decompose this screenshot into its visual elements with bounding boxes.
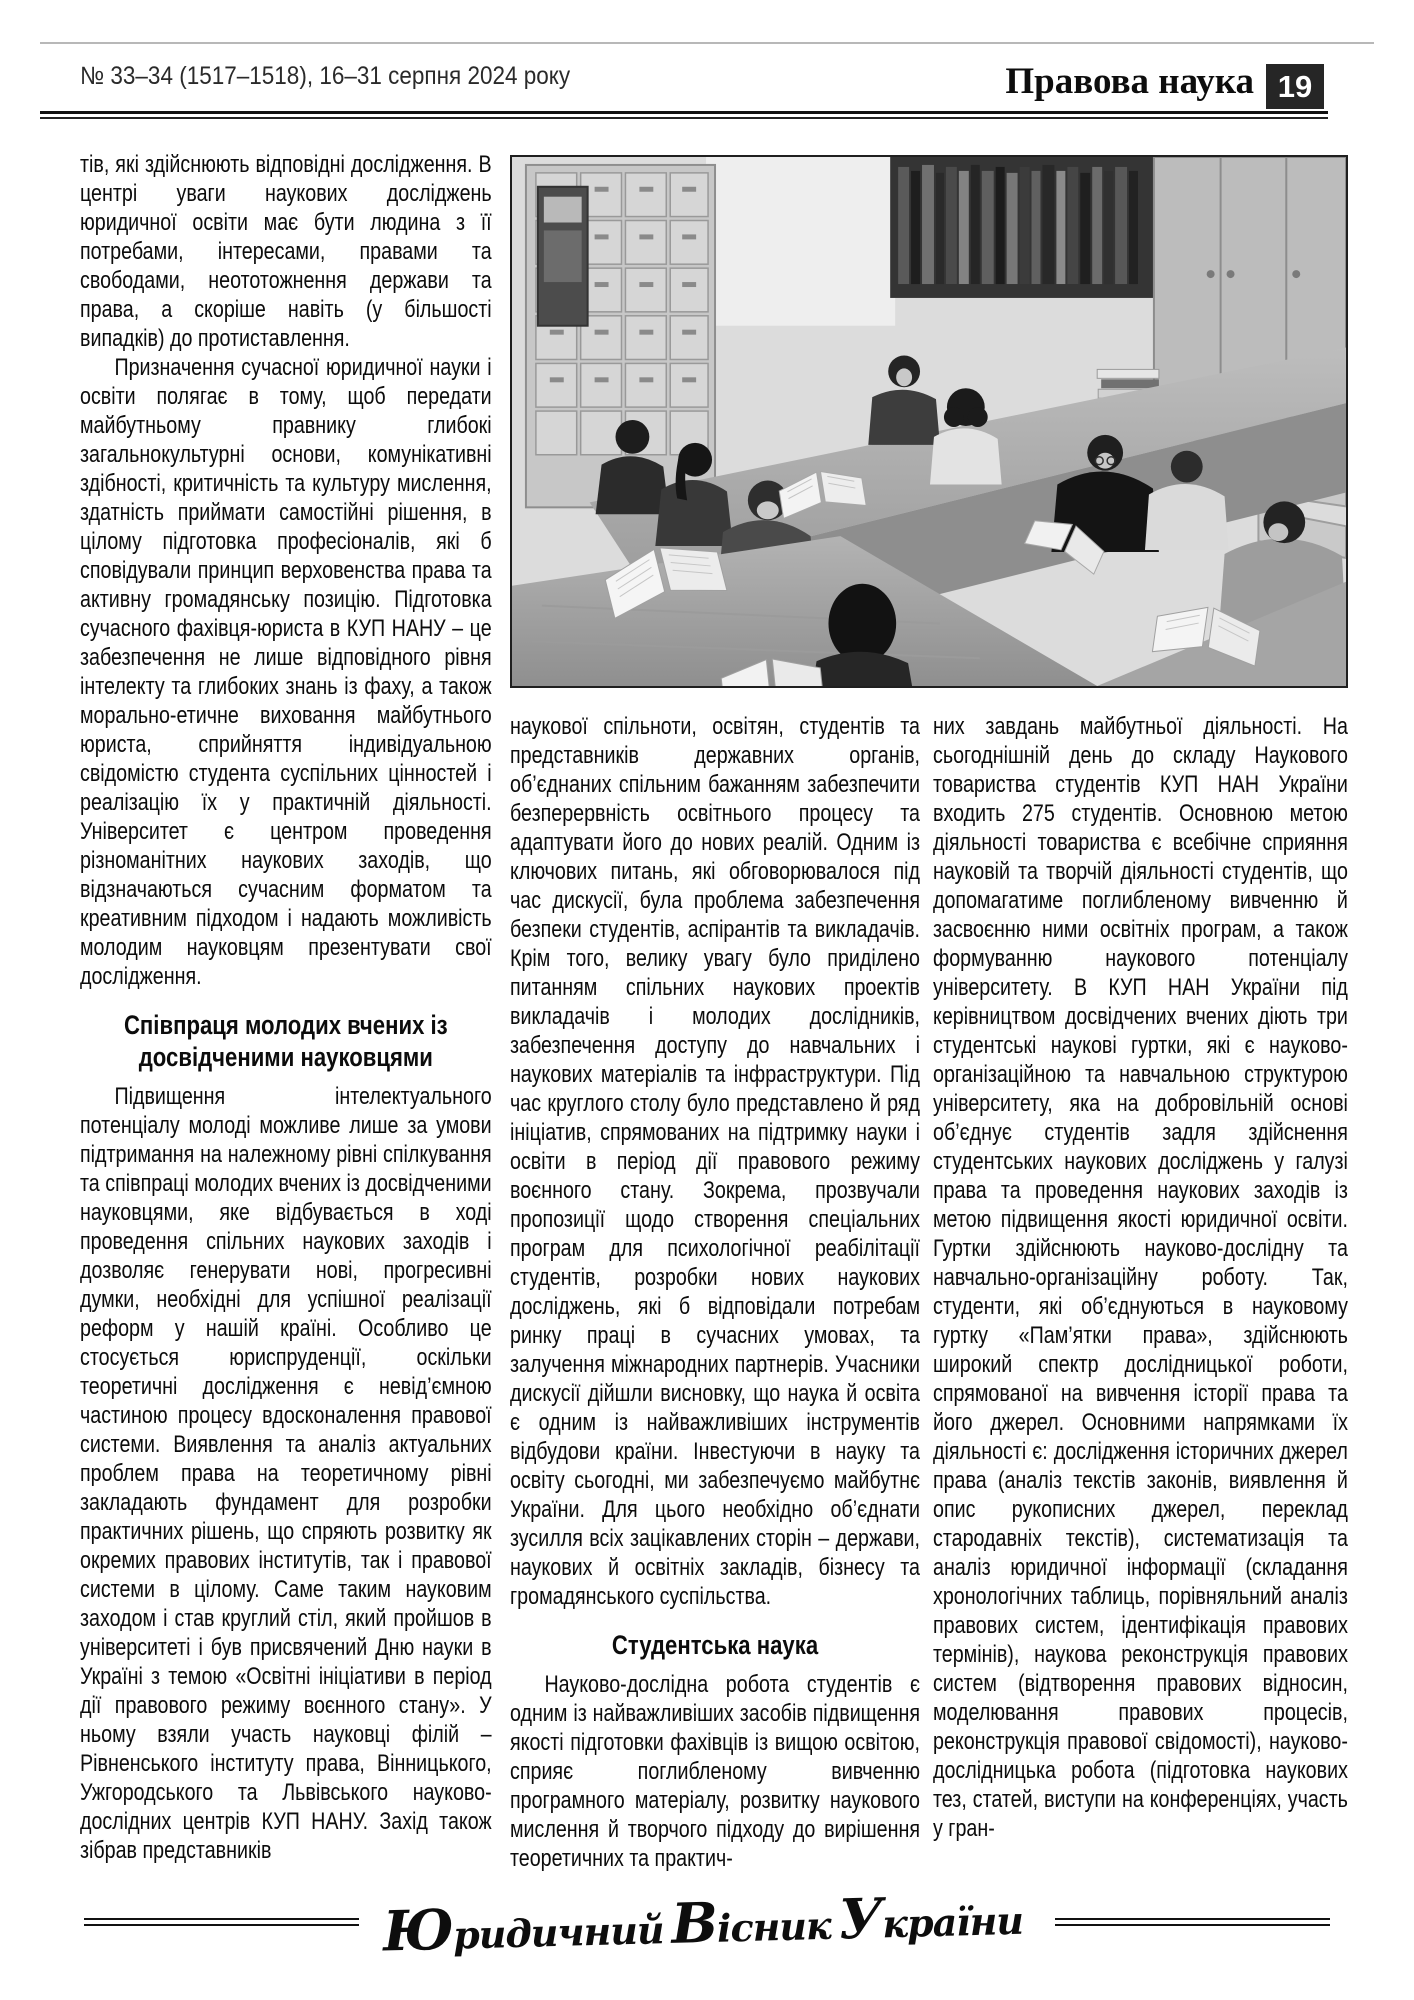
footer	[84, 1884, 1330, 1963]
footer-rule-left	[84, 1918, 359, 1926]
newspaper-logo-word: Вісник	[670, 1889, 832, 1956]
wall-panel	[706, 157, 895, 326]
article-column-3	[933, 712, 1348, 1900]
bookshelf	[890, 157, 1154, 298]
section-heading: Студентська наука	[611, 1630, 819, 1660]
article-paragraph: Науково-дослідна робота студентів є одним із найважливіших засобів підвищення якості підготовки фахівців із вищою освітою, сприяє поглибленому вивченню програмного матеріалу, розвитку наукового мислення й творчого підходу до вирішення теоретичних та практич-	[510, 1671, 920, 1872]
newspaper-logo-word: України	[837, 1884, 1024, 1952]
header-rule	[40, 117, 1328, 119]
newspaper-logo-word: Юридичний	[382, 1896, 665, 1963]
issue-info: № 33–34 (1517–1518), 16–31 серпня 2024 року	[80, 62, 571, 90]
article-paragraph: наукової спільноти, освітян, студентів та представників державних органів, об’єднаних спільним бажанням забезпечити безперервність освітнього процесу та адаптувати його до нових реалій. Одним із ключових питань, які обговорювалося під час дискусії, була проблема забезпечення безпеки студентів, аспірантів та викладачів. Крім того, велику увагу було приділено питанням спільних наукових проектів викладачів і молодих дослідників, забезпечення доступу до навчальних і наукових матеріалів та інфраструктури. Під час круглого столу було представлено й ряд ініціатив, спрямованих на підтримку науки і освіти в період дії правового режиму воєнного стану. Зокрема, прозвучали пропозиції щодо створення спеціальних програм для психологічної реабілітації студентів, розробки нових наукових досліджень, які б відповідали потребам ринку праці в сучасних умовах, та залучення міжнародних партнерів. Учасники дискусії дійшли висновку, що наука й освіта є одним із найважливіших інструментів відбудови країни. Інвестуючи в науку та освіту сьогодні, ми забезпечуємо майбутнє України. Для цього необхідно об’єднати зусилля всіх зацікавлених сторін – держави, наукових й освітніх закладів, бізнесу та громадянського суспільства.	[510, 713, 920, 1610]
article-column-1	[80, 150, 492, 1898]
section-title: Правова наука	[1005, 61, 1254, 102]
footer-rule-right	[1055, 1918, 1330, 1926]
newspaper-logo	[358, 1880, 1055, 1963]
library-students-reading-photo	[510, 155, 1348, 688]
article-paragraph: Призначення сучасної юридичної науки і освіти полягає в тому, щоб передати майбутньому правнику глибокі загальнокультурні основи, комунікативні здібності, критичність та культуру мислення, здатність приймати самостійні рішення, в цілому підготовка професіоналів, які б сповідували принцип верховенства права та активну громадянську позицію. Підготовка сучасного фахівця-юриста в КУП НАНУ – це забезпечення не лише відповідного рівня інтелекту та глибоких знань із фаху, а також морально-етичне виховання майбутнього юриста, сприйняття індивідуальною свідомістю студента суспільних цінностей і реалізацію їх у практичній діяльності. Університет є центром проведення різноманітних наукових заходів, що відзначаються сучасним форматом та креативним підходом і надають можливість молодим науковцям презентувати свої дослідження.	[80, 354, 492, 990]
page-number: 19	[1277, 68, 1313, 104]
article-paragraph: тів, які здійснюють відповідні дослідження. В центрі уваги наукових досліджень юридичної освіти має бути людина з її потребами, інтересами, правами та свободами, неототожнення держави та права, а скоріше навіть (у більшості випадків) до протиставлення.	[80, 151, 492, 352]
library-photo-illustration	[512, 157, 1346, 686]
poster	[538, 187, 588, 326]
section-heading: Співпраця молодих вчених із досвідченими науковцями	[123, 1010, 448, 1072]
article-paragraph: Підвищення інтелектуального потенціалу молоді можливе лише за умови підтримання на належному рівні спілкування та співпраці молодих вчених із досвідченими науковцями, яке відбувається в ході проведення спільних наукових заходів і дозволяє генерувати нові, прогресивні думки, необхідні для успішної реалізації реформ у нашій країні. Особливо це стосується юриспруденції, оскільки теоретичні дослідження є невід’ємною частиною процесу вдосконалення правової системи. Виявлення та аналіз актуальних проблем права на теоретичному рівні закладають фундамент для розробки практичних рішень, що спряють розвитку як окремих правових інститутів, так і правової системи в цілому. Саме таким науковим заходом і став круглий стіл, який пройшов в університеті і був присвячений Дню науки в Україні з темою «Освітні ініціативи в період дії правового режиму воєнного стану». У ньому взяли участь науковці філій – Рівненського інституту права, Вінницького, Ужгородського та Львівського науково-дослідних центрів КУП НАНУ. Захід також зібрав представників	[80, 1083, 492, 1864]
article-column-2	[510, 712, 920, 1900]
article-paragraph: них завдань майбутньої діяльності. На сьогоднішній день до складу Наукового товариства студентів КУП НАН України входить 275 студентів. Основною метою діяльності товариства є всебічне сприяння науковій та творчій діяльності студентів, що допомагатиме поглибленому вивченню й засвоєнню ними освітніх програм, а також формуванню наукового потенціалу університету. В КУП НАН України під керівництвом досвідчених вчених діють три студентські наукові гуртки, які є науково-організаційною та навчальною структурою університету, яка на добровільній основі об’єднує студентів задля здійснення студентських наукових досліджень у галузі права та проведення наукових заходів із метою підвищення якості юридичної освіти. Гуртки здійснюють науково-дослідну та навчально-організаційну роботу. Так, студенти, які об’єднуються в науковому гуртку «Пам’ятки права», здійснюють широкий спектр дослідницької роботи, спрямованої на вивчення історії права та його джерел. Основними напрямками їх діяльності є: дослідження історичних джерел права (аналіз текстів законів, виявлення й опис рукописних джерел, переклад стародавніх текстів), систематизація та аналіз юридичної інформації (складання хронологічних таблиць, порівняльний аналіз правових систем, ідентифікація правових термінів), наукова реконструкція правових систем (відтворення правових відносин, моделювання правових процесів, реконструкція правової свідомості), науково-дослідницька робота (підготовка наукових тез, статей, виступи на конференціях, участь у гран-	[933, 713, 1348, 1842]
header-rule	[40, 111, 1328, 114]
top-hairline	[40, 42, 1374, 44]
page-number-badge	[1266, 64, 1324, 109]
